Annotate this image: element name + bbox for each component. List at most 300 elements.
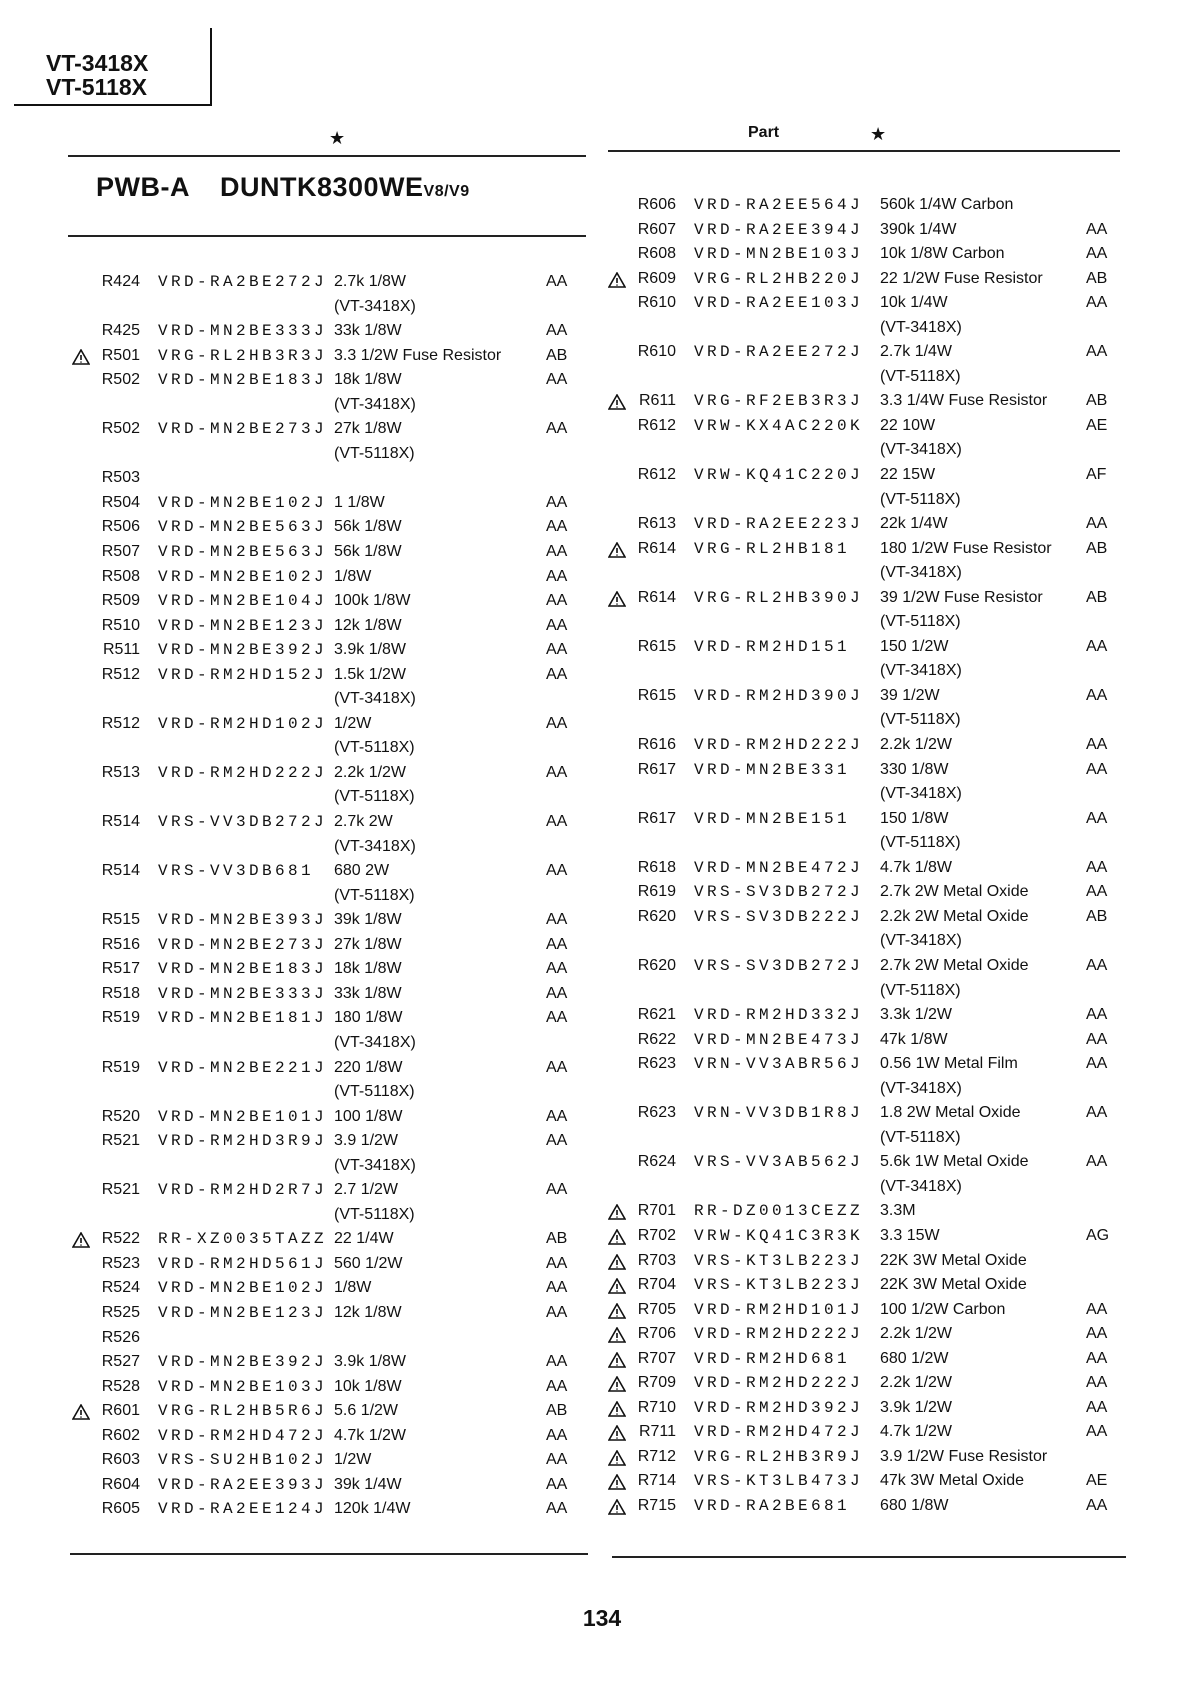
part-ref: R609 (637, 269, 676, 287)
part-row (76, 368, 596, 393)
part-ref: R608 (637, 245, 676, 263)
part-row (612, 659, 1132, 684)
part-number: VRD-RM2HD3R9J (158, 1132, 328, 1151)
price-code: AB (1086, 588, 1108, 606)
part-number: VRG-RL2HB181 (694, 539, 851, 558)
price-code: AA (546, 1377, 568, 1395)
part-description: (VT-5118X) (334, 788, 415, 806)
part-row (612, 708, 1132, 733)
part-description: (VT-3418X) (334, 395, 416, 413)
part-ref: R512 (101, 665, 140, 683)
part-description: (VT-3418X) (334, 690, 416, 708)
part-number: VRD-RM2HD2R7J (158, 1181, 328, 1200)
part-row (76, 1473, 596, 1498)
part-row (612, 438, 1132, 463)
parts-list-right (612, 193, 1132, 1519)
board-code: DUNTK8300WE (219, 172, 424, 202)
part-ref: R605 (101, 1500, 140, 1518)
part-description: (VT-5118X) (334, 444, 415, 462)
part-row (612, 463, 1132, 488)
part-row (76, 1227, 596, 1252)
part-row (612, 1028, 1132, 1053)
price-code: AA (1086, 1030, 1108, 1048)
part-ref: R511 (102, 641, 140, 659)
part-row (76, 884, 596, 909)
part-ref: R709 (637, 1374, 676, 1392)
part-row (612, 537, 1132, 562)
part-number: VRS-VV3DB681 (158, 862, 315, 881)
part-description: 22K 3W Metal Oxide (880, 1251, 1027, 1269)
part-row (76, 1399, 596, 1424)
price-code: AA (546, 518, 568, 536)
part-row (612, 733, 1132, 758)
part-number: VRD-RM2HD101J (694, 1300, 864, 1319)
part-row (76, 1424, 596, 1449)
part-row (76, 1129, 596, 1154)
part-ref: R528 (101, 1377, 140, 1395)
price-code: AA (1086, 1055, 1108, 1073)
part-ref: R514 (101, 862, 140, 880)
part-ref: R614 (637, 588, 676, 606)
part-description: (VT-5118X) (334, 886, 415, 904)
part-row (612, 1150, 1132, 1175)
price-code: AA (546, 813, 568, 831)
part-description: 12k 1/8W (334, 1303, 402, 1321)
part-number: VRD-RM2HD392J (694, 1398, 864, 1417)
part-number: VRD-MN2BE123J (158, 616, 328, 635)
part-number: VRD-MN2BE103J (694, 245, 864, 264)
part-description: 47k 3W Metal Oxide (880, 1472, 1025, 1490)
part-ref: R424 (101, 273, 140, 290)
part-row (76, 1252, 596, 1277)
part-row (612, 218, 1132, 243)
part-row (612, 1445, 1132, 1470)
part-number: VRD-RM2HD222J (694, 736, 864, 755)
part-description: 5.6 1/2W (334, 1402, 399, 1420)
part-row (76, 982, 596, 1007)
part-row (76, 785, 596, 810)
part-description: (VT-5118X) (334, 1083, 415, 1101)
part-description: (VT-3418X) (880, 564, 962, 582)
price-code: AA (546, 1426, 568, 1444)
part-number: VRD-MN2BE181J (158, 1009, 328, 1028)
price-code: AA (546, 1009, 568, 1027)
part-number: VRD-RA2BE681 (694, 1496, 851, 1515)
part-number: VRG-RL2HB390J (694, 588, 864, 607)
price-code: AA (1086, 1325, 1108, 1343)
part-ref: R715 (637, 1496, 676, 1514)
part-row (612, 1249, 1132, 1274)
part-number: VRS-SV3DB272J (694, 883, 864, 902)
part-description: 100 1/2W Carbon (880, 1300, 1006, 1318)
part-ref: R610 (637, 294, 676, 312)
part-description: 680 1/8W (880, 1496, 949, 1514)
part-description: 4.7k 1/2W (334, 1426, 407, 1444)
price-code: AA (546, 911, 568, 929)
part-number: VRD-RM2HD222J (694, 1374, 864, 1393)
part-ref: R714 (637, 1472, 676, 1490)
part-heading: Part (748, 124, 780, 141)
model-name-2: VT-5118X (46, 74, 148, 100)
part-ref: R617 (637, 809, 676, 827)
price-code: AA (1086, 1006, 1108, 1024)
part-number: VRS-SV3DB272J (694, 956, 864, 975)
part-row (76, 1497, 596, 1522)
part-description: (VT-3418X) (880, 318, 962, 336)
price-code: AA (546, 935, 568, 953)
price-code: AE (1086, 1472, 1108, 1490)
part-description: 39k 1/8W (334, 911, 402, 929)
part-row (76, 638, 596, 663)
part-number: VRD-RM2HD222J (694, 1325, 864, 1344)
part-ref: R706 (637, 1325, 676, 1343)
part-description: 1.5k 1/2W (334, 665, 407, 683)
part-description: 18k 1/8W (334, 960, 402, 978)
part-row (612, 488, 1132, 513)
part-description: (VT-5118X) (880, 1128, 961, 1146)
part-row (76, 1154, 596, 1179)
part-number: VRD-MN2BE103J (158, 1377, 328, 1396)
price-code: AA (1086, 956, 1108, 974)
part-number: RR-DZ0013CEZZ (694, 1202, 864, 1221)
part-row (76, 417, 596, 442)
part-description: 1/2W (334, 1451, 372, 1469)
part-description: (VT-5118X) (880, 367, 961, 385)
part-row (76, 515, 596, 540)
part-number: VRW-KX4AC220K (694, 416, 864, 435)
part-description: (VT-5118X) (880, 711, 961, 729)
part-number: VRW-KQ41C3R3K (694, 1226, 864, 1245)
part-row (612, 1322, 1132, 1347)
part-ref: R513 (101, 763, 140, 781)
part-row (612, 414, 1132, 439)
part-number: VRD-MN2BE473J (694, 1030, 864, 1049)
part-number: VRS-VV3DB272J (158, 813, 328, 832)
price-code: AA (1086, 1398, 1108, 1416)
part-number: VRD-MN2BE563J (158, 518, 328, 537)
part-description: 120k 1/4W (334, 1500, 411, 1518)
part-ref: R504 (101, 493, 140, 511)
part-number: VRG-RL2HB3R3J (158, 346, 328, 365)
part-number: VRD-MN2BE102J (158, 567, 328, 586)
part-description: 27k 1/8W (334, 935, 402, 953)
price-code: AA (546, 420, 568, 438)
part-description: 33k 1/8W (334, 984, 402, 1002)
part-number: VRS-KT3LB473J (694, 1472, 864, 1491)
price-code: AA (1086, 1423, 1108, 1441)
part-ref: R525 (101, 1303, 140, 1321)
price-code: AA (546, 273, 568, 290)
price-code: AA (1086, 245, 1108, 263)
part-row (76, 295, 596, 320)
part-description: 39k 1/4W (334, 1475, 402, 1493)
price-code: AA (546, 1107, 568, 1125)
part-ref: R621 (637, 1006, 676, 1024)
part-description: 3.9 1/2W (334, 1132, 399, 1150)
part-number: VRD-RM2HD681 (694, 1349, 851, 1368)
part-description: 22 1/4W (334, 1230, 394, 1248)
price-code: AB (1086, 392, 1108, 410)
part-ref: R623 (637, 1055, 676, 1073)
part-number: VRD-MN2BE392J (158, 1353, 328, 1372)
part-number: VRD-RM2HD151 (694, 637, 851, 656)
part-number: VRS-VV3AB562J (694, 1153, 864, 1172)
divider-left-top (68, 155, 586, 157)
part-description: 2.7k 1/8W (334, 273, 407, 290)
part-ref: R508 (101, 567, 140, 585)
part-row (612, 1396, 1132, 1421)
part-row (612, 1003, 1132, 1028)
part-number: VRD-RA2EE564J (694, 196, 864, 214)
part-number: VRD-RA2BE272J (158, 273, 328, 291)
part-row (612, 389, 1132, 414)
part-ref: R710 (637, 1398, 676, 1416)
part-row (76, 344, 596, 369)
price-code: AA (546, 322, 568, 340)
part-ref: R602 (101, 1426, 140, 1444)
part-ref: R524 (101, 1279, 140, 1297)
part-ref: R616 (637, 736, 676, 754)
part-ref: R523 (101, 1254, 140, 1272)
part-row (76, 810, 596, 835)
part-number: VRG-RL2HB3R9J (694, 1447, 864, 1466)
part-ref: R527 (101, 1353, 140, 1371)
part-row (612, 586, 1132, 611)
part-row (612, 1494, 1132, 1519)
part-row (76, 957, 596, 982)
part-number: VRD-RM2HD472J (694, 1423, 864, 1442)
part-number: VRD-RM2HD222J (158, 763, 328, 782)
part-row (612, 1199, 1132, 1224)
part-description: 10k 1/8W (334, 1377, 402, 1395)
price-code: AA (546, 1500, 568, 1518)
part-row (612, 193, 1132, 218)
part-number: VRD-RA2EE223J (694, 515, 864, 534)
part-description: 560 1/2W (334, 1254, 403, 1272)
part-row (76, 270, 596, 295)
part-row (76, 1326, 596, 1351)
part-row (612, 340, 1132, 365)
part-ref: R522 (101, 1230, 140, 1248)
part-row (612, 1224, 1132, 1249)
part-description: (VT-3418X) (334, 837, 416, 855)
part-row (612, 561, 1132, 586)
board-version: V8/V9 (423, 183, 470, 200)
part-number: VRD-MN2BE221J (158, 1058, 328, 1077)
part-description: (VT-5118X) (880, 834, 961, 852)
price-code: AA (546, 1132, 568, 1150)
part-number: VRD-RM2HD561J (158, 1254, 328, 1273)
part-ref: R705 (637, 1300, 676, 1318)
part-number: VRW-KQ41C220J (694, 466, 864, 485)
divider-right-bottom (612, 1556, 1126, 1558)
part-row (76, 1006, 596, 1031)
divider-left-section (68, 235, 586, 237)
part-description: 330 1/8W (880, 760, 949, 778)
part-number: VRD-RM2HD102J (158, 714, 328, 733)
part-row (612, 1273, 1132, 1298)
part-row (612, 635, 1132, 660)
part-description: 680 2W (334, 862, 390, 880)
part-description: (VT-5118X) (334, 739, 415, 757)
part-description: (VT-3418X) (334, 297, 416, 315)
part-ref: R509 (101, 592, 140, 610)
part-ref: R622 (637, 1030, 676, 1048)
price-code: AB (546, 1402, 568, 1420)
part-ref: R516 (101, 935, 140, 953)
part-row (76, 1301, 596, 1326)
price-code: AA (546, 714, 568, 732)
part-ref: R521 (101, 1132, 140, 1150)
part-ref: R520 (101, 1107, 140, 1125)
part-description: 150 1/2W (880, 637, 949, 655)
part-row (76, 1448, 596, 1473)
part-number: VRG-RF2EB3R3J (694, 392, 864, 411)
part-row (612, 291, 1132, 316)
price-code: AA (1086, 809, 1108, 827)
part-number: RR-XZ0035TAZZ (158, 1230, 328, 1249)
part-description: 2.2k 1/2W (880, 736, 953, 754)
part-ref: R510 (101, 616, 140, 634)
part-ref: R603 (101, 1451, 140, 1469)
price-code: AA (546, 984, 568, 1002)
part-row (76, 466, 596, 491)
part-description: 22 1/2W Fuse Resistor (880, 269, 1043, 287)
part-description: 22k 1/4W (880, 515, 948, 533)
part-row (76, 614, 596, 639)
part-row (612, 929, 1132, 954)
part-ref: R702 (637, 1226, 676, 1244)
part-description: (VT-3418X) (880, 662, 962, 680)
part-ref: R517 (101, 960, 140, 978)
part-ref: R604 (101, 1475, 140, 1493)
part-row (76, 835, 596, 860)
part-row (612, 684, 1132, 709)
part-row (612, 905, 1132, 930)
part-description: 10k 1/4W (880, 294, 948, 312)
price-code: AA (1086, 1153, 1108, 1171)
price-code: AG (1086, 1226, 1110, 1244)
section-title (96, 172, 470, 203)
part-ref: R623 (637, 1104, 676, 1122)
part-number: VRD-MN2BE393J (158, 911, 328, 930)
price-code: AA (1086, 515, 1108, 533)
part-ref: R704 (637, 1276, 676, 1294)
price-code: AA (1086, 1104, 1108, 1122)
price-code: AA (546, 862, 568, 880)
parts-list-left (76, 270, 596, 1522)
part-number: VRD-RM2HD152J (158, 665, 328, 684)
part-number: VRD-RM2HD390J (694, 686, 864, 705)
price-code: AB (546, 346, 568, 364)
part-row (612, 1052, 1132, 1077)
part-ref: R620 (637, 956, 676, 974)
part-row (612, 316, 1132, 341)
part-description: (VT-3418X) (880, 441, 962, 459)
part-description: 3.3M (880, 1202, 916, 1220)
part-number: VRD-RA2EE393J (158, 1475, 328, 1494)
price-code: AA (1086, 1349, 1108, 1367)
price-code: AA (546, 543, 568, 561)
part-row (76, 1080, 596, 1105)
part-number: VRD-MN2BE101J (158, 1107, 328, 1126)
part-description: 2.2k 1/2W (334, 763, 407, 781)
part-description: 220 1/8W (334, 1058, 403, 1076)
price-code: AE (1086, 416, 1108, 434)
part-number: VRD-RA2EE103J (694, 294, 864, 313)
divider-left-bottom (70, 1553, 588, 1555)
part-description: 3.9k 1/8W (334, 641, 407, 659)
part-description: 2.7 1/2W (334, 1181, 399, 1199)
part-row (612, 1077, 1132, 1102)
part-description: (VT-3418X) (334, 1156, 416, 1174)
part-description: 1/8W (334, 1279, 372, 1297)
part-number: VRD-MN2BE183J (158, 371, 328, 390)
part-description: (VT-5118X) (880, 613, 961, 631)
part-number: VRN-VV3ABR56J (694, 1055, 864, 1074)
part-description: 5.6k 1W Metal Oxide (880, 1153, 1029, 1171)
part-description: 56k 1/8W (334, 518, 402, 536)
price-code: AA (1086, 1374, 1108, 1392)
price-code: AA (546, 371, 568, 389)
part-row (612, 365, 1132, 390)
part-ref: R711 (638, 1423, 676, 1441)
part-description: 3.3 1/4W Fuse Resistor (880, 392, 1048, 410)
part-ref: R601 (101, 1402, 140, 1420)
price-code: AA (546, 1303, 568, 1321)
price-code: AA (546, 1254, 568, 1272)
part-row (612, 1126, 1132, 1151)
part-number: VRS-SV3DB222J (694, 907, 864, 926)
part-description: 680 1/2W (880, 1349, 949, 1367)
part-row (76, 393, 596, 418)
part-description: 2.7k 2W Metal Oxide (880, 883, 1029, 901)
part-row (76, 565, 596, 590)
price-code: AB (1086, 907, 1108, 925)
part-description: 0.56 1W Metal Film (880, 1055, 1018, 1073)
price-code: AA (1086, 858, 1108, 876)
part-row (612, 782, 1132, 807)
price-code: AA (546, 1451, 568, 1469)
part-row (76, 491, 596, 516)
part-description: 56k 1/8W (334, 543, 402, 561)
part-row (612, 856, 1132, 881)
part-number: VRD-MN2BE333J (158, 984, 328, 1003)
price-code: AA (546, 1058, 568, 1076)
part-description: (VT-5118X) (880, 981, 961, 999)
part-description: 150 1/8W (880, 809, 949, 827)
part-number: VRS-SU2HB102J (158, 1451, 328, 1470)
part-row (612, 807, 1132, 832)
part-row (76, 908, 596, 933)
part-description: 18k 1/8W (334, 371, 402, 389)
part-number: VRD-MN2BE102J (158, 1279, 328, 1298)
part-ref: R526 (101, 1328, 140, 1346)
price-code: AA (1086, 220, 1108, 238)
part-row (612, 1347, 1132, 1372)
page-number: 134 (582, 1605, 622, 1631)
part-row (76, 663, 596, 688)
part-description: 2.2k 1/2W (880, 1374, 953, 1392)
part-description: 27k 1/8W (334, 420, 402, 438)
price-code: AB (1086, 539, 1108, 557)
price-code: AA (546, 960, 568, 978)
part-number: VRS-KT3LB223J (694, 1251, 864, 1270)
part-description: 2.2k 2W Metal Oxide (880, 907, 1029, 925)
price-code: AA (546, 493, 568, 511)
price-code: AF (1086, 466, 1107, 484)
part-ref: R519 (101, 1058, 140, 1076)
